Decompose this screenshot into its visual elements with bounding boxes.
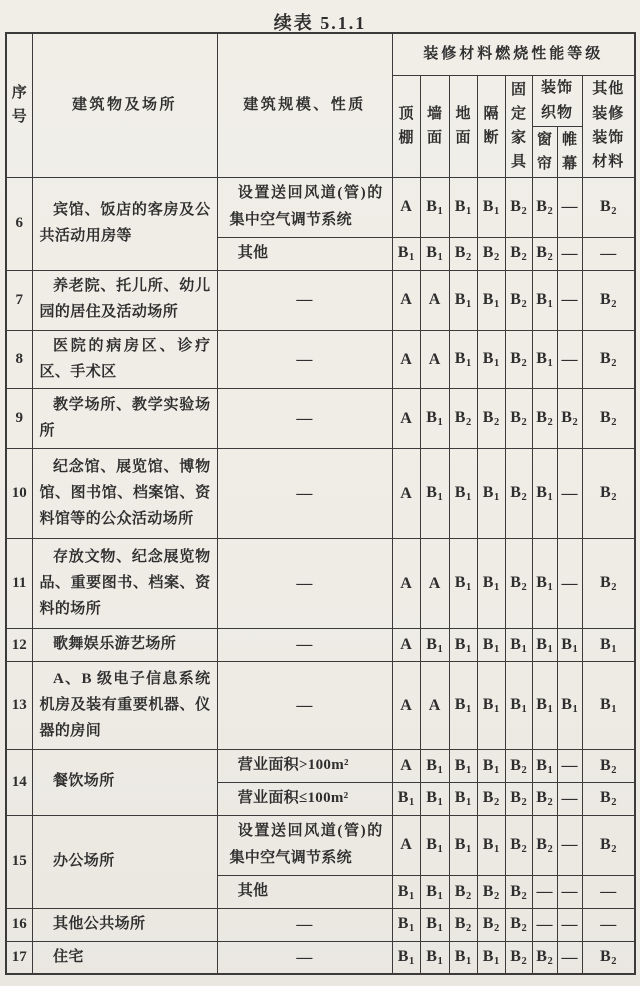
table-row [6,815,635,876]
header-building-place: 建筑物及场所 [32,33,217,177]
header-partition: 隔断 [477,75,505,177]
rating-cell: A [420,330,449,389]
rating-cell: — [582,908,635,941]
table-row [6,449,635,539]
rating-cell: $B_2$ [582,330,635,389]
rating-cell: $B_2$ [532,815,557,876]
rating-cell: $B_2$ [582,539,635,629]
building-place-cell: 歌舞娱乐游艺场所 [32,629,217,662]
rating-cell: $B_1$ [420,815,449,876]
building-scale-cell: — [217,941,392,974]
rating-cell: $B_2$ [505,782,532,815]
rating-cell: A [392,815,420,876]
header-rating-group: 装修材料燃烧性能等级 [392,33,635,75]
building-scale-cell: — [217,270,392,330]
rating-cell: $B_1$ [532,270,557,330]
building-place-cell: 餐饮场所 [32,750,217,816]
header-serial-number: 序号 [6,33,32,177]
rating-cell: $B_2$ [449,908,477,941]
rating-cell: $B_1$ [449,662,477,750]
rating-cell: $B_2$ [477,389,505,449]
row-serial-number: 11 [6,539,32,629]
table-body [6,177,635,974]
rating-cell: $B_1$ [420,908,449,941]
header-decorative-fabric: 装饰织物 [532,75,582,126]
rating-cell: $B_1$ [449,629,477,662]
row-serial-number: 7 [6,270,32,330]
rating-cell: $B_1$ [420,750,449,783]
row-serial-number: 15 [6,815,32,908]
rating-cell: — [557,815,582,876]
building-scale-cell: 其他 [217,876,392,909]
rating-cell: $B_2$ [505,815,532,876]
rating-cell: $B_1$ [505,662,532,750]
rating-cell: $B_1$ [449,750,477,783]
building-scale-cell: 设置送回风道(管)的集中空气调节系统 [217,177,392,238]
building-place-cell: 办公场所 [32,815,217,908]
table-row [6,750,635,783]
rating-cell: $B_1$ [477,662,505,750]
rating-cell: A [392,750,420,783]
rating-cell: $B_2$ [505,876,532,909]
rating-cell: $B_2$ [582,750,635,783]
rating-cell: $B_1$ [420,876,449,909]
rating-cell: $B_2$ [477,782,505,815]
row-serial-number: 12 [6,629,32,662]
table-row [6,330,635,389]
rating-cell: $B_1$ [532,330,557,389]
table-row [6,270,635,330]
rating-cell: $B_2$ [449,389,477,449]
rating-cell: — [532,876,557,909]
header-building-scale: 建筑规模、性质 [217,33,392,177]
building-scale-cell: 设置送回风道(管)的集中空气调节系统 [217,815,392,876]
rating-cell: $B_2$ [505,449,532,539]
table-row [6,177,635,238]
row-serial-number: 8 [6,330,32,389]
rating-cell: $B_2$ [477,876,505,909]
rating-cell: $B_1$ [582,629,635,662]
rating-cell: $B_1$ [532,449,557,539]
table-row [6,389,635,449]
table-row [6,662,635,750]
rating-cell: $B_2$ [532,238,557,271]
rating-cell: $B_1$ [477,815,505,876]
rating-cell: $B_1$ [420,941,449,974]
rating-cell: — [557,539,582,629]
rating-cell: $B_1$ [532,629,557,662]
building-scale-cell: 其他 [217,238,392,271]
row-serial-number: 14 [6,750,32,816]
rating-cell: $B_1$ [477,330,505,389]
rating-cell: A [392,449,420,539]
rating-cell: $B_2$ [449,876,477,909]
rating-cell: $B_2$ [505,389,532,449]
rating-cell: $B_2$ [505,177,532,238]
rating-cell: — [557,238,582,271]
building-scale-cell: — [217,539,392,629]
rating-cell: $B_1$ [420,782,449,815]
building-place-cell: 存放文物、纪念展览物品、重要图书、档案、资料的场所 [32,539,217,629]
rating-cell: $B_1$ [532,539,557,629]
rating-cell: $B_2$ [532,177,557,238]
rating-cell: — [557,270,582,330]
rating-cell: $B_2$ [582,389,635,449]
rating-cell: $B_1$ [449,270,477,330]
rating-cell: $B_1$ [420,449,449,539]
header-fixed-furniture: 固定家具 [505,75,532,177]
rating-cell: $B_2$ [505,750,532,783]
rating-cell: $B_1$ [420,389,449,449]
rating-cell: $B_1$ [420,238,449,271]
rating-cell: $B_1$ [449,539,477,629]
rating-cell: $B_2$ [477,908,505,941]
table-continuation-title: 续表 5.1.1 [273,13,367,33]
header-floor: 地面 [449,75,477,177]
rating-cell: $B_2$ [582,177,635,238]
table-row [6,908,635,941]
rating-cell: $B_1$ [420,629,449,662]
table-row [6,539,635,629]
rating-cell: $B_1$ [557,629,582,662]
building-place-cell: A、B 级电子信息系统机房及装有重要机器、仪器的房间 [32,662,217,750]
rating-cell: $B_1$ [392,941,420,974]
rating-cell: A [420,662,449,750]
rating-cell: $B_1$ [449,815,477,876]
building-place-cell: 纪念馆、展览馆、博物馆、图书馆、档案馆、资料馆等的公众活动场所 [32,449,217,539]
rating-cell: $B_2$ [582,941,635,974]
rating-cell: $B_2$ [582,815,635,876]
rating-cell: — [557,750,582,783]
rating-cell: $B_1$ [477,539,505,629]
rating-cell: A [392,662,420,750]
rating-cell: $B_2$ [505,941,532,974]
rating-cell: $B_1$ [477,750,505,783]
building-scale-cell: — [217,629,392,662]
rating-cell: $B_1$ [532,662,557,750]
rating-cell: $B_1$ [532,750,557,783]
building-scale-cell: — [217,449,392,539]
materials-rating-table [5,32,636,975]
rating-cell: — [582,238,635,271]
rating-cell: A [420,539,449,629]
row-serial-number: 13 [6,662,32,750]
building-place-cell: 住宅 [32,941,217,974]
building-scale-cell: — [217,330,392,389]
rating-cell: $B_2$ [532,941,557,974]
rating-cell: — [557,908,582,941]
rating-cell: — [582,876,635,909]
table-header [6,33,635,177]
rating-cell: $B_1$ [505,629,532,662]
building-place-cell: 医院的病房区、诊疗区、手术区 [32,330,217,389]
building-place-cell: 养老院、托儿所、幼儿园的居住及活动场所 [32,270,217,330]
rating-cell: A [392,389,420,449]
rating-cell: $B_1$ [392,876,420,909]
rating-cell: $B_2$ [582,449,635,539]
rating-cell: $B_1$ [449,449,477,539]
rating-cell: $B_1$ [392,782,420,815]
rating-cell: $B_1$ [449,177,477,238]
rating-cell: $B_2$ [557,389,582,449]
rating-cell: $B_1$ [582,662,635,750]
rating-cell: $B_2$ [505,539,532,629]
rating-cell: A [392,539,420,629]
row-serial-number: 16 [6,908,32,941]
rating-cell: A [420,270,449,330]
rating-cell: A [392,629,420,662]
rating-cell: A [392,177,420,238]
rating-cell: $B_2$ [582,270,635,330]
rating-cell: $B_2$ [505,238,532,271]
header-row-group [6,33,635,75]
rating-cell: $B_1$ [477,941,505,974]
rating-cell: $B_1$ [449,941,477,974]
building-scale-cell: 营业面积≤100m² [217,782,392,815]
header-drapery: 帷幕 [557,126,582,177]
rating-cell: $B_1$ [449,782,477,815]
rating-cell: $B_1$ [449,330,477,389]
rating-cell: — [557,449,582,539]
rating-cell: — [532,908,557,941]
rating-cell: $B_1$ [477,270,505,330]
table-row [6,629,635,662]
rating-cell: $B_1$ [392,238,420,271]
row-serial-number: 10 [6,449,32,539]
rating-cell: — [557,941,582,974]
header-curtain: 窗帘 [532,126,557,177]
rating-cell: $B_2$ [582,782,635,815]
rating-cell: $B_2$ [505,908,532,941]
rating-cell: $B_2$ [505,270,532,330]
rating-cell: $B_1$ [477,177,505,238]
rating-cell: $B_1$ [557,662,582,750]
header-other-materials: 其他装修装饰材料 [582,75,635,177]
building-place-cell: 宾馆、饭店的客房及公共活动用房等 [32,177,217,270]
rating-cell: $B_2$ [477,238,505,271]
building-scale-cell: — [217,389,392,449]
rating-cell: — [557,177,582,238]
rating-cell: $B_2$ [449,238,477,271]
rating-cell: $B_2$ [505,330,532,389]
rating-cell: $B_1$ [420,177,449,238]
building-place-cell: 其他公共场所 [32,908,217,941]
header-ceiling: 顶棚 [392,75,420,177]
row-serial-number: 17 [6,941,32,974]
rating-cell: A [392,270,420,330]
building-scale-cell: 营业面积>100m² [217,750,392,783]
rating-cell: $B_2$ [532,782,557,815]
building-scale-cell: — [217,662,392,750]
rating-cell: $B_1$ [477,629,505,662]
row-serial-number: 9 [6,389,32,449]
rating-cell: — [557,782,582,815]
rating-cell: $B_2$ [532,389,557,449]
building-scale-cell: — [217,908,392,941]
rating-cell: — [557,876,582,909]
row-serial-number: 6 [6,177,32,270]
rating-cell: A [392,330,420,389]
rating-cell: $B_1$ [392,908,420,941]
rating-cell: — [557,330,582,389]
rating-cell: $B_1$ [477,449,505,539]
table-row [6,941,635,974]
header-wall: 墙面 [420,75,449,177]
building-place-cell: 教学场所、教学实验场所 [32,389,217,449]
